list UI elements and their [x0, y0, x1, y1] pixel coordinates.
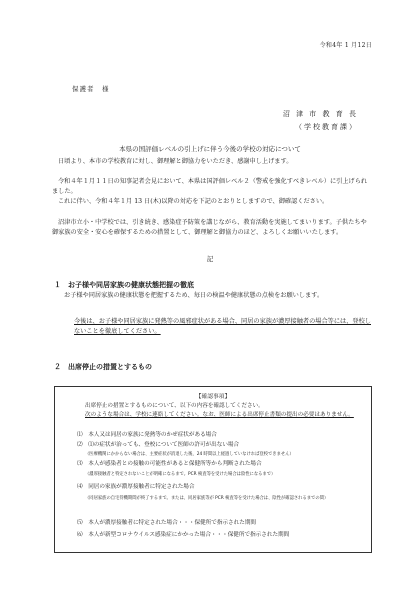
section1-underlined-text: 今後は、お子様や同居家族に発熱等の風邪症状がある場合、同居の家族が濃厚接触者の場合等には、登校しないことを徹底してください。 — [74, 318, 371, 335]
box-item-5: ⑸ 本人が濃厚接触者に特定された場合・・・保健所で指示された期間 — [77, 520, 257, 526]
box-item-3: ⑶ 本人が感染者との接触の可能性があると保健所等から判断された場合 — [77, 461, 262, 467]
sender-department: （学校教育課） — [295, 123, 358, 131]
ki-mark: 記 — [206, 255, 214, 263]
box-item-3-note: （濃厚接触者と特定されないことが明確になるまで。PCR 検査等を受けた場合は陰性になるまで） — [85, 472, 276, 477]
confirmation-box — [54, 386, 372, 553]
document-subject: 本県の国評価レベルの引上げに伴う今後の学校の対応について — [119, 145, 301, 153]
box-intro: 出席停止の措置とするものについて、以下の内容を確認してください。 — [85, 403, 264, 409]
box-note: 次のような場合は、学校に連絡してください。なお、医師による出席停止書類の提出の必要はありません。 — [85, 412, 354, 418]
document-date: 令和4年 1 月12日 — [319, 42, 372, 49]
sender-title: 沼 津 市 教 育 長 — [282, 110, 358, 118]
box-item-6: ⑹ 本人が新型コロナウイルス感染症にかかった場合・・・保健所で指示された期間 — [77, 532, 290, 538]
addressee: 保護者 様 — [72, 85, 110, 93]
box-item-2-note: （医療機関にかからない場合は、主要症状が消退した後、24 時間以上経過していなければ登校できません） — [85, 452, 294, 457]
box-item-4-note: （同居家族の自宅待機期間が終了するまで。または、同居家族等が PCR 検査等を受けた場合は、陰性が確認されるまでの間） — [85, 496, 329, 501]
sender — [283, 108, 358, 134]
paragraph-response-date: これに伴い、令和４年１月 13 日(木)以降の対応を下記のとおりとしますので、御確認ください。 — [58, 198, 329, 205]
paragraph-greeting: 日頃より、本市の学校教育に対し、御理解と御協力をいただき、感謝申し上げます。 — [58, 158, 293, 165]
section1-text: お子様や同居家族の健康状態を把握するため、毎日の検温や健康状態の点検をお願いします。 — [64, 292, 324, 299]
box-title: 【確認事項】 — [195, 394, 231, 400]
section1-heading: １ お子様や同居家族の健康状態把握の徹底 — [54, 281, 194, 289]
box-item-1: ⑴ 本人又は同居の家族に発熱等のかぜ症状がある場合 — [77, 432, 217, 438]
section2-heading: ２ 出席停止の措置とするもの — [54, 363, 152, 371]
box-item-2: ⑵ ⑴の症状が治っても、登校について医師の許可が出ない場合 — [77, 442, 240, 448]
box-item-4: ⑷ 同居の家族が濃厚接触者に特定された場合 — [77, 484, 195, 490]
paragraph-level-raise: 令和４年１月１１日の知事記者会見において、本県は国評価レベル２（警戒を強化すべきレベル）に引上げられました。 — [52, 178, 368, 195]
paragraph-school-measures: 沼津市立小・中学校では、引き続き、感染症予防策を講じながら、教育活動を実施してまいります。子供たちや御家族の安全・安心を確保するための措置として、御理解と御協力のほど、よろしくお願いいたします。 — [52, 219, 367, 236]
